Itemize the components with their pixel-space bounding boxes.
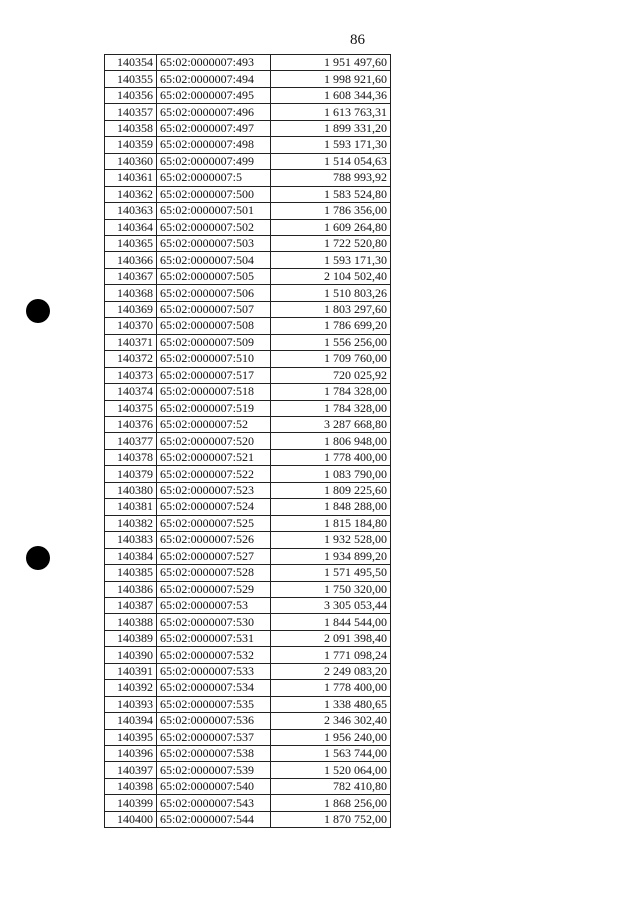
- cadastral-number-cell: 65:02:0000007:498: [157, 137, 271, 153]
- cadastral-number-cell: 65:02:0000007:494: [157, 71, 271, 87]
- table-row: [105, 400, 391, 416]
- value-cell: 1 932 528,00: [271, 532, 391, 548]
- value-cell: 1 848 288,00: [271, 499, 391, 515]
- cadastral-number-cell: 65:02:0000007:534: [157, 680, 271, 696]
- value-cell: 1 571 495,50: [271, 565, 391, 581]
- value-cell: 788 993,92: [271, 170, 391, 186]
- row-number-cell: 140361: [105, 170, 157, 186]
- cadastral-number-cell: 65:02:0000007:523: [157, 482, 271, 498]
- value-cell: 1 815 184,80: [271, 515, 391, 531]
- value-cell: 1 771 098,24: [271, 647, 391, 663]
- table-row: [105, 186, 391, 202]
- value-cell: 1 608 344,36: [271, 87, 391, 103]
- value-cell: 1 556 256,00: [271, 334, 391, 350]
- table-row: [105, 235, 391, 251]
- cadastral-number-cell: 65:02:0000007:507: [157, 301, 271, 317]
- table-row: [105, 614, 391, 630]
- table-row: [105, 647, 391, 663]
- table-row: [105, 713, 391, 729]
- table-row: [105, 466, 391, 482]
- table-row: [105, 778, 391, 794]
- value-cell: 1 806 948,00: [271, 433, 391, 449]
- cadastral-number-cell: 65:02:0000007:505: [157, 268, 271, 284]
- value-cell: 1 583 524,80: [271, 186, 391, 202]
- row-number-cell: 140386: [105, 581, 157, 597]
- cadastral-number-cell: 65:02:0000007:5: [157, 170, 271, 186]
- cadastral-number-cell: 65:02:0000007:526: [157, 532, 271, 548]
- row-number-cell: 140399: [105, 795, 157, 811]
- value-cell: 1 998 921,60: [271, 71, 391, 87]
- cadastral-number-cell: 65:02:0000007:519: [157, 400, 271, 416]
- table-row: [105, 252, 391, 268]
- value-cell: 1 593 171,30: [271, 137, 391, 153]
- value-cell: 3 305 053,44: [271, 597, 391, 613]
- table-row: [105, 219, 391, 235]
- cadastral-number-cell: 65:02:0000007:540: [157, 778, 271, 794]
- row-number-cell: 140366: [105, 252, 157, 268]
- cadastral-number-cell: 65:02:0000007:506: [157, 285, 271, 301]
- value-cell: 782 410,80: [271, 778, 391, 794]
- table-row: [105, 203, 391, 219]
- cadastral-number-cell: 65:02:0000007:528: [157, 565, 271, 581]
- cadastral-number-cell: 65:02:0000007:538: [157, 746, 271, 762]
- row-number-cell: 140372: [105, 351, 157, 367]
- row-number-cell: 140355: [105, 71, 157, 87]
- value-cell: 1 613 763,31: [271, 104, 391, 120]
- table-row: [105, 449, 391, 465]
- value-cell: 1 510 803,26: [271, 285, 391, 301]
- table-row: [105, 597, 391, 613]
- cadastral-number-cell: 65:02:0000007:493: [157, 55, 271, 71]
- cadastral-number-cell: 65:02:0000007:510: [157, 351, 271, 367]
- row-number-cell: 140368: [105, 285, 157, 301]
- cadastral-number-cell: 65:02:0000007:503: [157, 235, 271, 251]
- value-cell: 2 091 398,40: [271, 630, 391, 646]
- value-cell: 1 809 225,60: [271, 482, 391, 498]
- value-cell: 1 750 320,00: [271, 581, 391, 597]
- table-row: [105, 71, 391, 87]
- row-number-cell: 140395: [105, 729, 157, 745]
- cadastral-number-cell: 65:02:0000007:522: [157, 466, 271, 482]
- cadastral-number-cell: 65:02:0000007:509: [157, 334, 271, 350]
- cadastral-number-cell: 65:02:0000007:53: [157, 597, 271, 613]
- row-number-cell: 140378: [105, 449, 157, 465]
- row-number-cell: 140371: [105, 334, 157, 350]
- cadastral-number-cell: 65:02:0000007:544: [157, 811, 271, 827]
- cadastral-number-cell: 65:02:0000007:502: [157, 219, 271, 235]
- value-cell: 1 563 744,00: [271, 746, 391, 762]
- value-cell: 1 778 400,00: [271, 449, 391, 465]
- punch-hole-mark: [26, 546, 50, 570]
- table-row: [105, 170, 391, 186]
- row-number-cell: 140380: [105, 482, 157, 498]
- value-cell: 2 346 302,40: [271, 713, 391, 729]
- table-row: [105, 104, 391, 120]
- value-cell: 1 870 752,00: [271, 811, 391, 827]
- row-number-cell: 140396: [105, 746, 157, 762]
- value-cell: 1 338 480,65: [271, 696, 391, 712]
- cadastral-number-cell: 65:02:0000007:504: [157, 252, 271, 268]
- row-number-cell: 140388: [105, 614, 157, 630]
- value-cell: 1 803 297,60: [271, 301, 391, 317]
- table-row: [105, 334, 391, 350]
- row-number-cell: 140384: [105, 548, 157, 564]
- table-row: [105, 120, 391, 136]
- row-number-cell: 140383: [105, 532, 157, 548]
- value-cell: 1 934 899,20: [271, 548, 391, 564]
- value-cell: 720 025,92: [271, 367, 391, 383]
- cadastral-number-cell: 65:02:0000007:508: [157, 318, 271, 334]
- row-number-cell: 140357: [105, 104, 157, 120]
- value-cell: 1 956 240,00: [271, 729, 391, 745]
- table-row: [105, 515, 391, 531]
- value-cell: 1 844 544,00: [271, 614, 391, 630]
- table-row: [105, 367, 391, 383]
- value-cell: 1 868 256,00: [271, 795, 391, 811]
- row-number-cell: 140377: [105, 433, 157, 449]
- cadastral-value-table: [104, 54, 391, 828]
- row-number-cell: 140393: [105, 696, 157, 712]
- table-row: [105, 55, 391, 71]
- table-body: [105, 55, 391, 828]
- cadastral-number-cell: 65:02:0000007:518: [157, 384, 271, 400]
- row-number-cell: 140359: [105, 137, 157, 153]
- row-number-cell: 140398: [105, 778, 157, 794]
- cadastral-number-cell: 65:02:0000007:530: [157, 614, 271, 630]
- row-number-cell: 140356: [105, 87, 157, 103]
- cadastral-number-cell: 65:02:0000007:527: [157, 548, 271, 564]
- table-row: [105, 811, 391, 827]
- row-number-cell: 140390: [105, 647, 157, 663]
- table-row: [105, 384, 391, 400]
- cadastral-number-cell: 65:02:0000007:529: [157, 581, 271, 597]
- cadastral-number-cell: 65:02:0000007:533: [157, 663, 271, 679]
- row-number-cell: 140362: [105, 186, 157, 202]
- table-row: [105, 416, 391, 432]
- table-row: [105, 499, 391, 515]
- row-number-cell: 140379: [105, 466, 157, 482]
- value-cell: 3 287 668,80: [271, 416, 391, 432]
- table-row: [105, 581, 391, 597]
- row-number-cell: 140387: [105, 597, 157, 613]
- value-cell: 2 249 083,20: [271, 663, 391, 679]
- table-row: [105, 153, 391, 169]
- cadastral-number-cell: 65:02:0000007:524: [157, 499, 271, 515]
- cadastral-number-cell: 65:02:0000007:537: [157, 729, 271, 745]
- value-cell: 1 786 699,20: [271, 318, 391, 334]
- table-row: [105, 433, 391, 449]
- cadastral-number-cell: 65:02:0000007:520: [157, 433, 271, 449]
- table-row: [105, 680, 391, 696]
- table-row: [105, 285, 391, 301]
- value-cell: 1 951 497,60: [271, 55, 391, 71]
- table-row: [105, 746, 391, 762]
- row-number-cell: 140376: [105, 416, 157, 432]
- page-number: 86: [350, 32, 365, 48]
- row-number-cell: 140367: [105, 268, 157, 284]
- table-row: [105, 548, 391, 564]
- table-row: [105, 565, 391, 581]
- table-row: [105, 795, 391, 811]
- row-number-cell: 140400: [105, 811, 157, 827]
- value-cell: 1 786 356,00: [271, 203, 391, 219]
- cadastral-number-cell: 65:02:0000007:52: [157, 416, 271, 432]
- row-number-cell: 140373: [105, 367, 157, 383]
- row-number-cell: 140369: [105, 301, 157, 317]
- value-cell: 1 083 790,00: [271, 466, 391, 482]
- table-row: [105, 532, 391, 548]
- row-number-cell: 140392: [105, 680, 157, 696]
- cadastral-number-cell: 65:02:0000007:532: [157, 647, 271, 663]
- table-row: [105, 696, 391, 712]
- cadastral-number-cell: 65:02:0000007:536: [157, 713, 271, 729]
- table-row: [105, 762, 391, 778]
- table-row: [105, 663, 391, 679]
- row-number-cell: 140397: [105, 762, 157, 778]
- row-number-cell: 140394: [105, 713, 157, 729]
- value-cell: 1 784 328,00: [271, 384, 391, 400]
- value-cell: 2 104 502,40: [271, 268, 391, 284]
- cadastral-number-cell: 65:02:0000007:521: [157, 449, 271, 465]
- table-row: [105, 268, 391, 284]
- cadastral-number-cell: 65:02:0000007:495: [157, 87, 271, 103]
- cadastral-number-cell: 65:02:0000007:497: [157, 120, 271, 136]
- table-row: [105, 87, 391, 103]
- row-number-cell: 140370: [105, 318, 157, 334]
- row-number-cell: 140358: [105, 120, 157, 136]
- value-cell: 1 784 328,00: [271, 400, 391, 416]
- row-number-cell: 140382: [105, 515, 157, 531]
- cadastral-number-cell: 65:02:0000007:535: [157, 696, 271, 712]
- cadastral-number-cell: 65:02:0000007:531: [157, 630, 271, 646]
- value-cell: 1 520 064,00: [271, 762, 391, 778]
- value-cell: 1 609 264,80: [271, 219, 391, 235]
- value-cell: 1 722 520,80: [271, 235, 391, 251]
- row-number-cell: 140360: [105, 153, 157, 169]
- row-number-cell: 140363: [105, 203, 157, 219]
- row-number-cell: 140385: [105, 565, 157, 581]
- cadastral-number-cell: 65:02:0000007:525: [157, 515, 271, 531]
- row-number-cell: 140381: [105, 499, 157, 515]
- row-number-cell: 140354: [105, 55, 157, 71]
- row-number-cell: 140389: [105, 630, 157, 646]
- cadastral-number-cell: 65:02:0000007:500: [157, 186, 271, 202]
- value-cell: 1 709 760,00: [271, 351, 391, 367]
- table-row: [105, 630, 391, 646]
- row-number-cell: 140375: [105, 400, 157, 416]
- punch-hole-mark: [26, 299, 50, 323]
- value-cell: 1 899 331,20: [271, 120, 391, 136]
- cadastral-number-cell: 65:02:0000007:499: [157, 153, 271, 169]
- table-row: [105, 318, 391, 334]
- row-number-cell: 140364: [105, 219, 157, 235]
- table-row: [105, 482, 391, 498]
- table-row: [105, 301, 391, 317]
- value-cell: 1 778 400,00: [271, 680, 391, 696]
- table-row: [105, 351, 391, 367]
- cadastral-number-cell: 65:02:0000007:539: [157, 762, 271, 778]
- row-number-cell: 140365: [105, 235, 157, 251]
- value-cell: 1 514 054,63: [271, 153, 391, 169]
- value-cell: 1 593 171,30: [271, 252, 391, 268]
- cadastral-number-cell: 65:02:0000007:501: [157, 203, 271, 219]
- row-number-cell: 140391: [105, 663, 157, 679]
- table-row: [105, 137, 391, 153]
- cadastral-number-cell: 65:02:0000007:496: [157, 104, 271, 120]
- cadastral-number-cell: 65:02:0000007:543: [157, 795, 271, 811]
- table-row: [105, 729, 391, 745]
- row-number-cell: 140374: [105, 384, 157, 400]
- cadastral-number-cell: 65:02:0000007:517: [157, 367, 271, 383]
